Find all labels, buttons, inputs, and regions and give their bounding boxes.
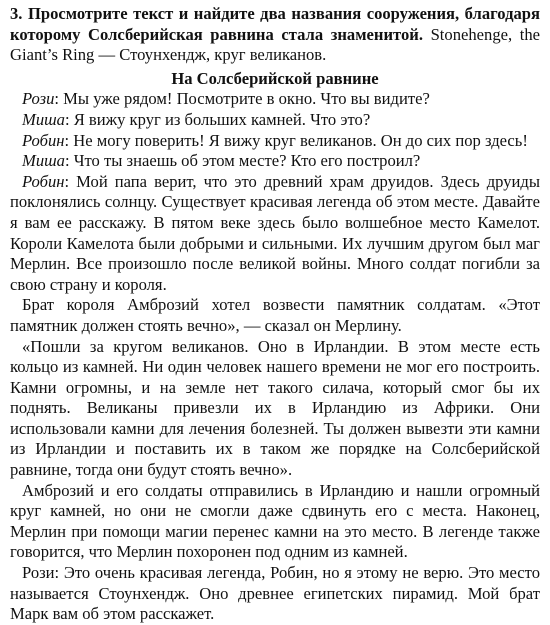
paragraph-text: : Я вижу круг из больших камней. Что это?	[64, 109, 371, 129]
story-title: На Солсберийской равнине	[171, 68, 379, 88]
task-answer: Stonehenge, the Giant’s Ring — Стоунхендж, круг великанов.	[10, 24, 540, 65]
paragraph-text: : Мой папа верит, что это древний храм друидов. Здесь друиды поклонялись солнцу. Существует красивая легенда об этом месте. Давайте я вам ее расскажу. В пятом веке здесь было волшебное место Камелот. Короли Камелота были добрыми и сильными. Их лучшим другом был маг Мерлин. Все произошло после великой войны. Много солдат погибли за свою страну и короля.	[10, 171, 540, 294]
paragraph-text: : Мы уже рядом! Посмотрите в окно. Что вы видите?	[54, 89, 430, 109]
paragraph-text: : Что ты знаешь об этом месте? Кто его построил?	[64, 151, 421, 171]
paragraph-text: Брат короля Амброзий хотел возвести памятник солдатам. «Этот памятник должен стоять вечно», — сказал он Мерлину.	[10, 295, 540, 335]
paragraph-text: : Не могу поверить! Я вижу круг великанов. Он до сих пор здесь!	[64, 130, 528, 150]
paragraph-text: Рози: Это очень красивая легенда, Робин, но я этому не верю. Это место называется Стоунхендж. Оно древнее египетских пирамид. Мой брат Марк вам об этом расскажет.	[10, 563, 540, 624]
task-3	[10, 4, 540, 66]
speaker-name: Миша	[22, 151, 65, 171]
dialogue-paragraph	[10, 110, 540, 131]
narrative-paragraph	[10, 563, 540, 625]
story-body	[10, 89, 540, 624]
dialogue-paragraph	[10, 89, 540, 110]
dialogue-paragraph	[10, 131, 540, 152]
textbook-page	[10, 4, 540, 625]
speaker-name: Робин	[22, 130, 65, 150]
task-number: 3.	[10, 4, 23, 23]
narrative-paragraph	[10, 295, 540, 336]
paragraph-text: Амброзий и его солдаты отправились в Ирландию и нашли огромный круг камней, но они не смогли даже сдвинуть его с места. Наконец, Мерлин при помощи магии перенес камни на это место. В легенде также говорится, что Мерлин похоронен под одним из камней.	[10, 480, 540, 562]
speaker-name: Рози	[22, 89, 55, 109]
dialogue-paragraph	[10, 151, 540, 172]
task-instruction: Просмотрите текст и найдите два названия сооружения, благодаря которому Солсберийская равнина стала знаменитой.	[10, 4, 540, 44]
narrative-paragraph	[10, 337, 540, 481]
dialogue-paragraph	[10, 172, 540, 296]
narrative-paragraph	[10, 481, 540, 563]
speaker-name: Робин	[22, 171, 65, 191]
speaker-name: Миша	[22, 109, 65, 129]
paragraph-text: «Пошли за кругом великанов. Оно в Ирландии. В этом месте есть кольцо из камней. Ни один человек нашего времени не мог его построить. Камни огромны, и на земле нет такого силача, который смог бы их поднять. Великаны привезли их в Ирландию из Африки. Они использовали камни для лечения болезней. Ты должен вывезти эти камни из Ирландии и поставить их в таком же порядке на Солсберийской равнине, тогда они будут стоять вечно».	[10, 336, 540, 480]
